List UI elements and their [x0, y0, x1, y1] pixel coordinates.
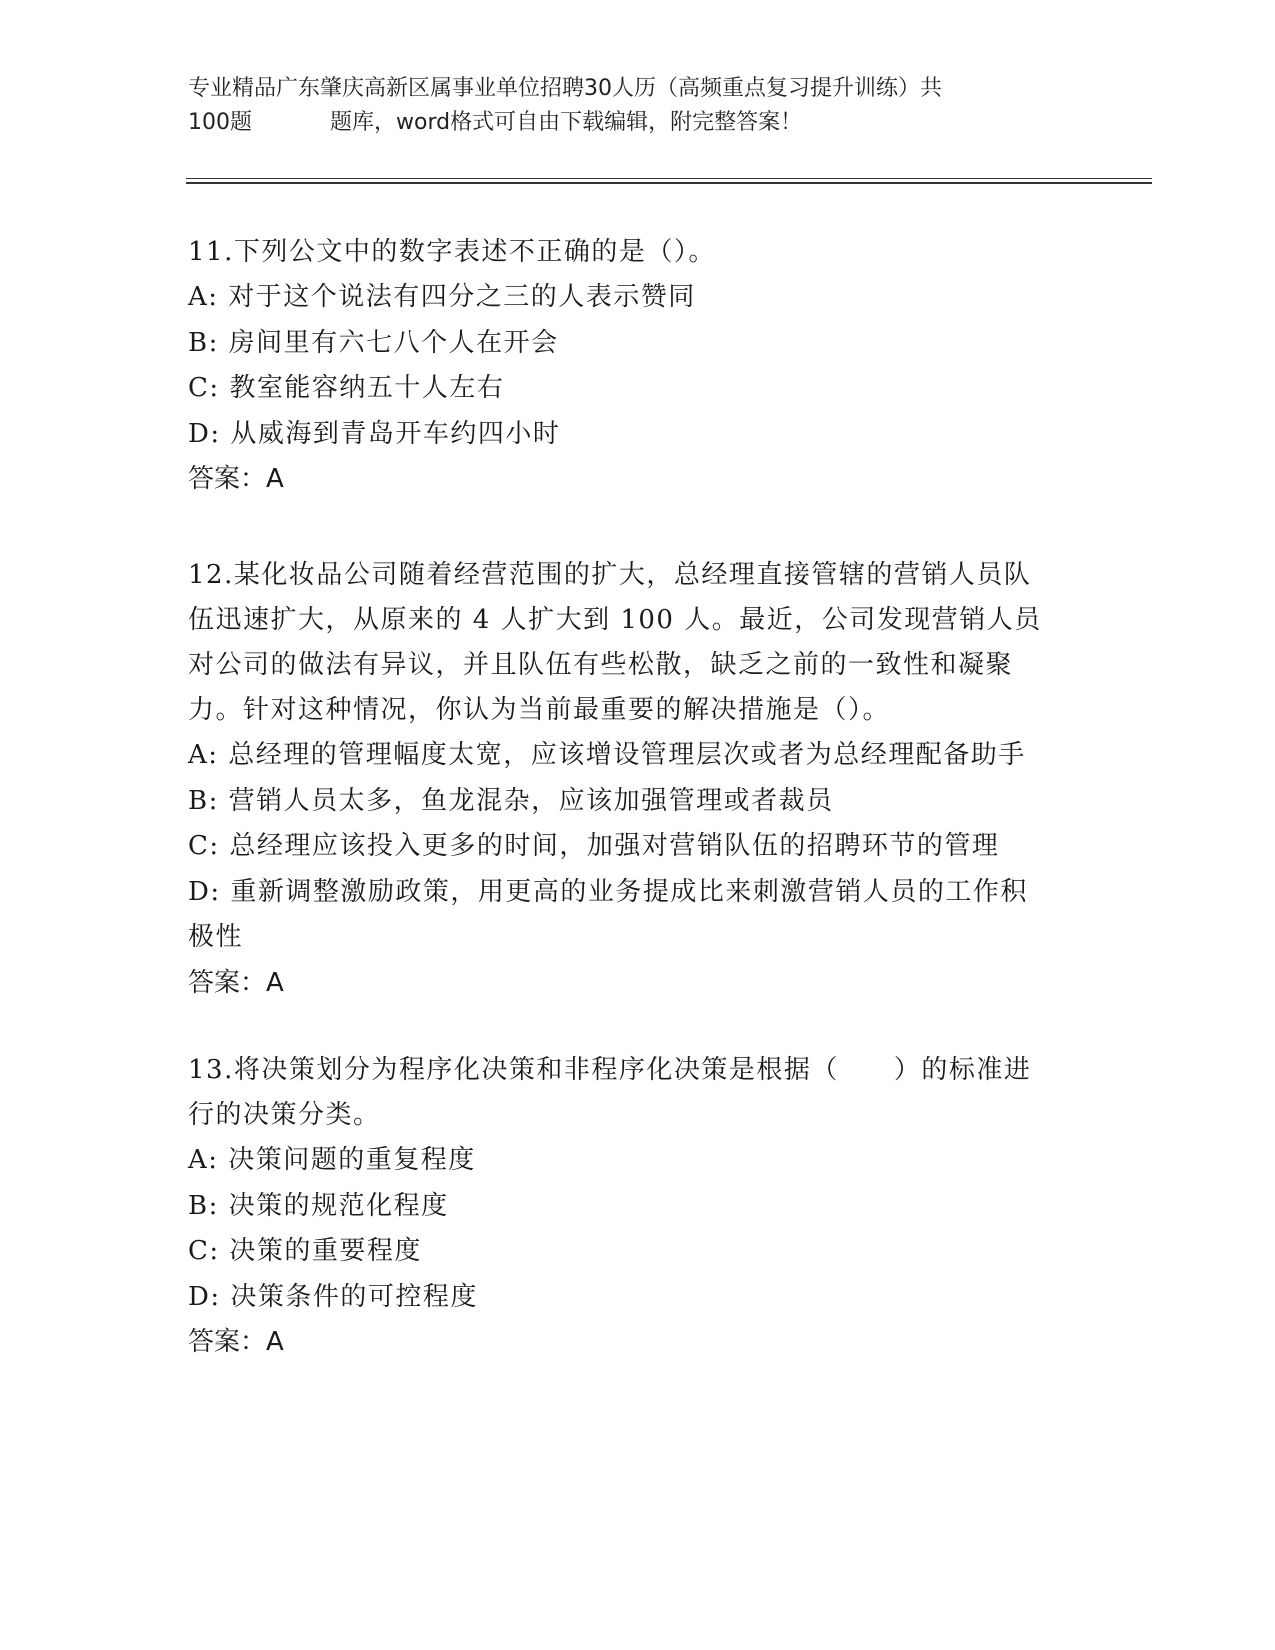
header-title-line-2 — [188, 106, 1068, 140]
option-b: B: 房间里有六七八个人在开会 — [188, 327, 559, 358]
answer-label: 答案：A — [188, 1327, 284, 1357]
question-stem: 13.将决策划分为程序化决策和非程序化决策是根据（ ）的标准进行的决策分类。 — [188, 1055, 1032, 1130]
question-stem: 11.下列公文中的数字表述不正确的是（）。 — [188, 237, 716, 267]
question-13 — [188, 1048, 1088, 1365]
document-header — [188, 72, 1068, 140]
answer-label: 答案：A — [188, 464, 284, 494]
header-title-line-1: 专业精品广东肇庆高新区属事业单位招聘30人历（高频重点复习提升训练）共 — [188, 76, 942, 101]
option-d: D: 决策条件的可控程度 — [188, 1281, 478, 1312]
option-c: C: 决策的重要程度 — [188, 1236, 422, 1266]
option-a: A: 决策问题的重复程度 — [188, 1145, 476, 1175]
option-d: D: 重新调整激励政策，用更高的业务提成比来刺激营销人员的工作积极性 — [188, 876, 1028, 952]
option-c: C: 总经理应该投入更多的时间，加强对营销队伍的招聘环节的管理 — [188, 831, 1000, 861]
question-11 — [188, 230, 1088, 502]
answer-label: 答案：A — [188, 967, 284, 998]
option-b: B: 营销人员太多，鱼龙混杂，应该加强管理或者裁员 — [188, 785, 834, 816]
option-b: B: 决策的规范化程度 — [188, 1190, 449, 1221]
question-12 — [188, 553, 1088, 1006]
option-a: A: 对于这个说法有四分之三的人表示赞同 — [188, 282, 696, 312]
header-count: 100题 — [188, 110, 252, 135]
option-d: D: 从威海到青岛开车约四小时 — [188, 418, 561, 449]
option-a: A: 总经理的管理幅度太宽，应该增设管理层次或者为总经理配备助手 — [188, 740, 1026, 770]
header-divider-thick — [186, 182, 1152, 184]
option-c: C: 教室能容纳五十人左右 — [188, 373, 505, 403]
question-stem: 12.某化妆品公司随着经营范围的扩大，总经理直接管辖的营销人员队伍迅速扩大，从原来的 4 人扩大到 100 人。最近，公司发现营销人员对公司的做法有异议，并且队伍有些松散，缺乏之前的一致性和凝聚力。针对这种情况，你认为当前最重要的解决措施是（）。 — [188, 560, 1042, 725]
header-description: 题库，word格式可自由下载编辑，附完整答案！ — [330, 110, 803, 135]
header-divider-thin — [186, 178, 1152, 179]
